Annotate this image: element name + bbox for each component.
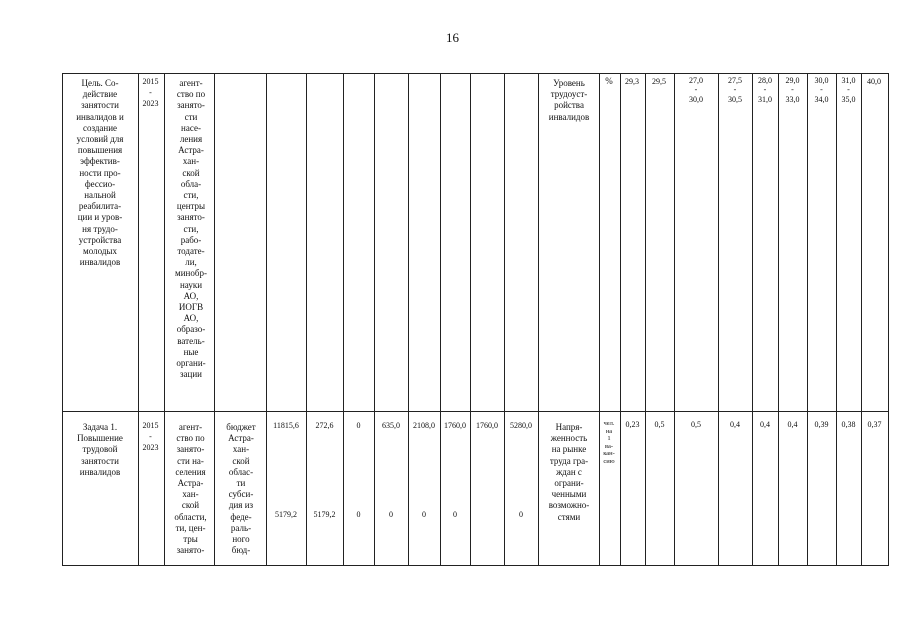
cell-line: ской [232,455,250,466]
cell-line: облас- [228,466,254,477]
task-period: 2015 - 2023 [142,421,159,453]
grid-hline [62,565,889,566]
cell-line: бюд- [231,545,251,556]
cell-line: кан- [603,450,615,457]
grid-vline [374,73,375,565]
task-financing-value: 1760,0 [444,421,466,430]
cell-line: инвалидов и [76,111,124,122]
cell-line: ня трудо- [82,223,118,234]
task-financing-value: 0 [356,510,361,519]
grid-vline [138,73,139,565]
cell-line: создание [82,122,118,133]
cell-line: раль- [230,522,252,533]
cell-line: субси- [228,489,254,500]
cell-line: ченными [551,489,587,500]
cell-line: 1 [607,435,611,442]
cell-line: реабилита- [78,201,122,212]
goal-value-last: 40,0 [867,77,881,86]
cell-line: ской [181,500,200,511]
cell-line: тры [183,534,198,545]
task-financing-value: 11815,6 [273,421,299,430]
grid-hline [62,73,889,74]
task-financing-value: 0 [389,510,393,519]
cell-line: образо- [176,324,206,335]
goal-value-2: 29,5 [652,77,666,86]
cell-line: ИОГВ [178,302,204,313]
range-from: 27,5 [728,76,742,85]
cell-line: сти на- [177,455,204,466]
cell-line: чел. [603,420,615,427]
cell-line: сию [603,457,615,465]
cell-line: занято- [177,212,205,223]
goal-executor [170,78,212,380]
cell-line: ва- [604,442,614,450]
grid-vline [164,73,165,565]
cell-line: тодате- [177,246,205,257]
cell-line: зации [180,369,202,380]
cell-line: феде- [230,511,252,522]
cell-line: ограни- [554,478,584,489]
cell-line: возможно- [548,500,590,511]
cell-line: рабо- [180,234,202,245]
goal-title [63,78,137,268]
range-dash: - [820,85,823,95]
grid-vline [752,73,753,565]
cell-line: хан- [232,444,250,455]
cell-line: Напря- [555,422,583,432]
goal-unit: % [605,76,613,86]
task-financing-value: 272,6 [315,421,334,430]
task-financing-value: 0 [356,421,361,430]
cell-line: центры [176,201,206,212]
grid-vline [408,73,409,565]
range-from: 27,0 [689,76,703,85]
cell-line: бюджет [226,422,256,432]
grid-vline [807,73,808,565]
task-indicator-value: 0,4 [760,420,770,429]
cell-line: ватель- [177,335,205,346]
goal-target-range [837,75,860,105]
goal-indicator [540,78,598,123]
task-indicator-value: 0,39 [814,420,829,429]
grid-vline [504,73,505,565]
cell-line: Астра- [178,145,204,156]
task-title [63,422,137,478]
grid-vline [470,73,471,565]
cell-line: Цель. Со- [81,78,119,88]
cell-line: Задача 1. [82,422,118,432]
cell-line: эффектив- [80,156,120,167]
grid-hline [62,411,889,412]
cell-line: действие [82,89,118,100]
cell-line: ти [236,478,246,489]
cell-line: Астра- [228,433,254,444]
range-dash: - [847,85,850,95]
cell-line: ления [179,134,203,145]
grid-vline [440,73,441,565]
task-indicator-value: 0,37 [867,420,882,429]
cell-line: области, [174,511,207,522]
grid-vline [266,73,267,565]
cell-line: фессио- [84,178,116,189]
range-to: 30,5 [728,95,742,105]
range-from: 28,0 [758,76,772,85]
goal-target-range [808,75,835,105]
cell-line: ство по [176,433,205,444]
goal-target-range [753,75,777,105]
cell-line: на [605,427,613,435]
grid-vline [538,73,539,565]
cell-line: ждан с [556,466,582,477]
cell-line: АО, [183,290,199,301]
range-from: 29,0 [785,76,800,85]
cell-line: агент- [179,78,203,88]
task-financing-value: 5179,2 [275,510,297,519]
task-financing-value: 5280,0 [510,421,532,430]
grid-vline [645,73,646,565]
cell-line: труда гра- [549,455,589,466]
range-dash: - [733,85,737,95]
range-to: 34,0 [814,95,829,105]
grid-vline [674,73,675,565]
goal-value-1: 29,3 [625,77,639,86]
task-financing-value: 0 [422,510,426,519]
cell-line: трудовой [82,444,118,455]
cell-line: науки [179,279,203,290]
cell-line: органи- [176,358,206,369]
cell-line: сти [184,111,198,122]
cell-line: хан- [182,156,200,167]
cell-line: условий для [76,134,124,145]
cell-line: АО, [183,313,199,324]
task-indicator [540,422,598,523]
cell-line: инвалидов [548,111,590,122]
page-number: 16 [446,30,459,45]
cell-line: ти, цен- [175,522,206,533]
goal-target-range [675,75,717,105]
grid-vline [718,73,719,565]
cell-line: насе- [181,122,201,133]
range-to: 30,0 [689,95,703,105]
cell-line: сти, [183,190,199,201]
cell-line: ности про- [79,167,121,178]
cell-line: ройства [554,100,584,111]
cell-line: минобр- [175,268,207,279]
cell-line: нальной [84,190,116,201]
range-to: 31,0 [758,95,772,105]
cell-line: устройства [78,234,122,245]
cell-line: инвалидов [79,257,121,268]
cell-line: Повышение [77,433,123,444]
task-indicator-value: 0,4 [787,420,798,429]
cell-line: ли, [185,257,197,268]
cell-line: занятости [81,100,119,111]
cell-line: ской [182,167,200,178]
cell-line: занято- [177,100,205,111]
task-indicator-value: 0,5 [654,420,665,429]
cell-line: на рынке [551,444,587,455]
goal-target-range [719,75,751,105]
range-dash: - [694,85,698,95]
range-from: 30,0 [814,76,829,85]
task-indicator-value: 0,23 [625,420,640,429]
range-from: 31,0 [841,76,856,85]
cell-line: хан- [182,489,199,500]
cell-line: занятости [81,455,119,466]
task-indicator-value: 0,5 [691,420,701,429]
cell-line: занято- [176,444,205,455]
task-executor [168,422,213,556]
cell-line: повышения [77,145,123,156]
cell-line: Астра- [177,478,204,489]
cell-line: агент- [178,422,203,432]
cell-line: сти, [183,223,199,234]
cell-line: молодых [83,246,117,257]
cell-line: селения [175,466,206,477]
grid-vline [306,73,307,565]
task-financing-value: 635,0 [382,421,400,430]
task-indicator-value: 0,4 [730,420,740,429]
task-source [217,422,265,556]
cell-line: ции и уров- [77,212,123,223]
grid-vline [343,73,344,565]
grid-vline [836,73,837,565]
cell-line: ство по [176,89,206,100]
task-financing-value: 5179,2 [313,510,336,519]
range-dash: - [791,85,794,95]
cell-line: ные [183,346,199,357]
task-unit [599,420,619,465]
task-financing-value: 0 [453,510,457,519]
cell-line: обла- [180,178,202,189]
goal-period: 2015 - 2023 [142,77,159,109]
cell-line: стями [557,511,581,522]
range-to: 33,0 [785,95,800,105]
cell-line: женность [550,433,588,444]
grid-vline [214,73,215,565]
task-indicator-value: 0,38 [841,420,856,429]
grid-vline [888,73,889,565]
cell-line: инвалидов [79,466,121,477]
task-financing-value: 1760,0 [476,421,498,430]
grid-vline [778,73,779,565]
range-to: 35,0 [841,95,856,105]
cell-line: ного [232,534,250,545]
cell-line: занято- [176,545,205,556]
grid-vline [861,73,862,565]
grid-vline [620,73,621,565]
task-financing-value: 2108,0 [413,421,435,430]
cell-line: Уровень [553,78,585,88]
cell-line: дия из [228,500,254,511]
goal-target-range [779,75,806,105]
grid-vline [599,73,600,565]
cell-line: трудоуст- [550,89,588,100]
range-dash: - [763,85,767,95]
task-financing-value: 0 [519,510,523,519]
